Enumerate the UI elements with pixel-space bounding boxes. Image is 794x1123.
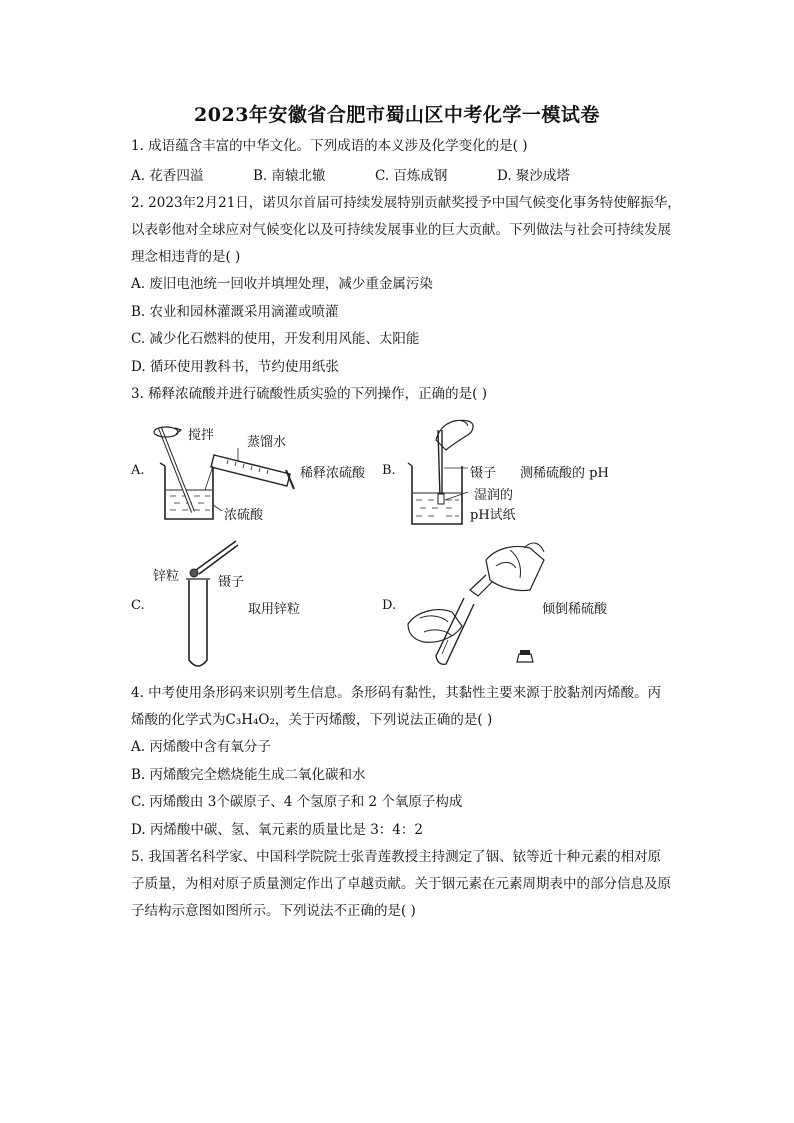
- q3-a-stir-label: 搅拌: [188, 428, 215, 443]
- q1-option-c: C. 百炼成钢: [375, 168, 448, 184]
- q4-option-c: C. 丙烯酸由 3个碳原子、4 个氢原子和 2 个氧原子构成: [131, 794, 463, 810]
- q2-option-a: A. 废旧电池统一回收并填埋处理，减少重金属污染: [131, 276, 433, 292]
- q3-b-paper-label-2: pH试纸: [470, 508, 516, 523]
- q1-option-a: A. 花香四溢: [131, 168, 204, 184]
- q3-b-letter: B.: [382, 463, 396, 478]
- q2-option-d: D. 循环使用教科书，节约使用纸张: [131, 359, 339, 375]
- q2-stem-line-3: 理念相违背的是( ): [131, 249, 241, 265]
- page-title: 2023年安徽省合肥市蜀山区中考化学一模试卷: [194, 104, 600, 126]
- q3-c-caption: 取用锌粒: [248, 602, 301, 617]
- q3-c-letter: C.: [131, 598, 145, 613]
- q3-b-caption: 测稀硫酸的 pH: [520, 466, 609, 481]
- q3-b-tweezers-label: 镊子: [470, 466, 497, 481]
- q1-option-b: B. 南辕北辙: [253, 168, 326, 184]
- q4-option-a: A. 丙烯酸中含有氧分子: [131, 739, 271, 755]
- q2-stem-line-1: 2. 2023年2月21日，诺贝尔首届可持续发展特别贡献奖授予中国气候变化事务特使解振华，: [131, 195, 681, 211]
- q3-a-caption: 稀释浓硫酸: [300, 466, 366, 481]
- q2-option-b: B. 农业和园林灌溉采用滴灌或喷灌: [131, 304, 339, 320]
- q5-stem-line-3: 子结构示意图如图所示。下列说法不正确的是( ): [131, 903, 416, 919]
- q4-stem-line-2: 烯酸的化学式为C₃H₄O₂，关于丙烯酸，下列说法正确的是( ): [131, 712, 493, 728]
- q3-a-water-label: 蒸馏水: [247, 435, 287, 450]
- q3-b-paper-label-1: 湿润的: [474, 488, 514, 503]
- q3-d-letter: D.: [382, 598, 397, 613]
- q2-option-c: C. 减少化石燃料的使用，开发利用风能、太阳能: [131, 331, 420, 347]
- q2-stem-line-2: 以表彰他对全球应对气候变化以及可持续发展事业的巨大贡献。下列做法与社会可持续发展: [131, 222, 671, 238]
- q3-a-acid-label: 浓硫酸: [224, 508, 264, 523]
- q5-stem-line-1: 5. 我国著名科学家、中国科学院院士张青莲教授主持测定了铟、铱等近十种元素的相对原: [131, 849, 662, 865]
- q3-d-caption: 倾倒稀硫酸: [542, 602, 608, 617]
- q4-option-d: D. 丙烯酸中碳、氢、氧元素的质量比是 3：4：2: [131, 822, 423, 838]
- q3-c-zinc-label: 锌粒: [153, 569, 180, 584]
- q3-c-tweezers-label: 镊子: [218, 575, 245, 590]
- q1-stem: 1. 成语蕴含丰富的中华文化。下列成语的本义涉及化学变化的是( ): [131, 138, 528, 154]
- q3-a-letter: A.: [131, 463, 145, 478]
- q4-stem-line-1: 4. 中考使用条形码来识别考生信息。条形码有黏性，其黏性主要来源于胶黏剂丙烯酸。丙: [131, 685, 662, 701]
- q5-stem-line-2: 子质量，为相对原子质量测定作出了卓越贡献。关于铟元素在元素周期表中的部分信息及原: [131, 876, 671, 892]
- q4-option-b: B. 丙烯酸完全燃烧能生成二氧化碳和水: [131, 767, 366, 783]
- q1-option-d: D. 聚沙成塔: [497, 168, 570, 184]
- q3-stem: 3. 稀释浓硫酸并进行硫酸性质实验的下列操作，正确的是( ): [131, 386, 487, 402]
